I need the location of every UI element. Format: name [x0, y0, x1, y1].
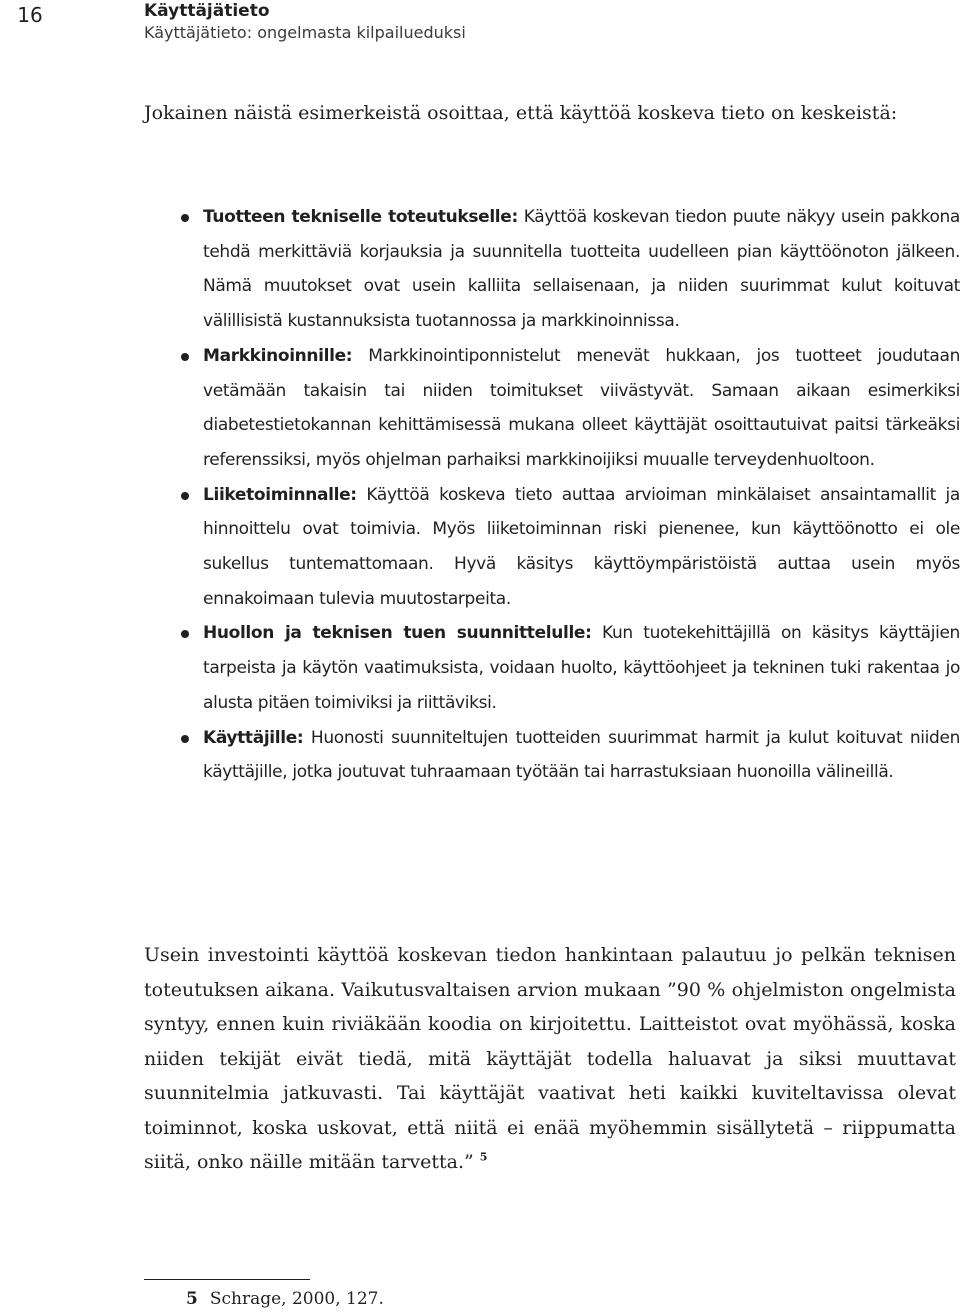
- bullet-term: Huollon ja teknisen tuen suunnittelulle:: [203, 623, 592, 644]
- bullet-icon: [181, 735, 189, 743]
- bullet-term: Markkinoinnille:: [203, 345, 353, 366]
- running-head-subtitle: Käyttäjätieto: ongelmasta kilpailueduksi: [144, 23, 466, 42]
- list-item: [180, 721, 960, 790]
- bullet-term: Tuotteen tekniselle toteutukselle:: [203, 207, 518, 227]
- page-number: 16: [17, 3, 43, 27]
- list-item: [180, 478, 960, 617]
- bullet-icon: [181, 353, 189, 361]
- bullet-icon: [181, 214, 189, 222]
- bullet-text: Kun tuotekehittäjillä on käsitys käyttäjien tarpeista ja käytön vaatimuksista, voidaan huolto, käyttöohjeet ja tekninen tuki rakentaa jo alusta pitäen toimiviksi ja riittäviksi.: [203, 623, 960, 713]
- conclusion-paragraph: [144, 938, 956, 1180]
- intro-paragraph: Jokainen näistä esimerkeistä osoittaa, että käyttöä koskeva tieto on keskeistä:: [144, 102, 898, 124]
- bullet-text: Huonosti suunniteltujen tuotteiden suurimmat harmit ja kulut koituvat niiden käyttäjille, jotka joutuvat tuhraamaan työtään tai harrastuksiaan huonoilla välineillä.: [203, 727, 960, 783]
- bullet-text: Käyttöä koskevan tiedon puute näkyy usein pakkona tehdä merkittäviä korjauksia ja suunnitella tuotteita uudelleen pian käyttöönoton jälkeen. Nämä muutokset ovat usein kalliita sellaisenaan, ja niiden suurimmat kulut koituvat välillisistä kustannuksista tuotannossa ja markkinoinnissa.: [203, 207, 960, 332]
- running-head-title: Käyttäjätieto: [144, 1, 270, 21]
- bullet-text: Markkinointiponnistelut menevät hukkaan, jos tuotteet joudutaan vetämään takaisin tai niiden toimitukset viivästyvät. Samaan aikaan esimerkiksi diabetestietokannan kehittämisessä mukana olleet käyttäjät osoittautuivat paitsi tärkeäksi referenssiksi, myös ohjelman parhaiksi markkinoijiksi muualle terveydenhuoltoon.: [203, 345, 960, 470]
- footnote: [186, 1287, 384, 1311]
- bullet-text: Käyttöä koskeva tieto auttaa arvioiman minkälaiset ansaintamallit ja hinnoittelu ovat toimivia. Myös liiketoiminnan riski pienenee, kun käyttöönotto ei ole sukellus tuntemattomaan. Hyvä käsitys käyttöympäristöistä auttaa usein myös ennakoimaan tulevia muutostarpeita.: [203, 484, 960, 609]
- list-item: [180, 200, 960, 339]
- footnote-text: Schrage, 2000, 127.: [209, 1289, 384, 1309]
- list-item: [180, 339, 960, 478]
- list-item: [180, 616, 960, 720]
- footnote-reference[interactable]: 5: [479, 1150, 488, 1164]
- bullet-icon: [181, 492, 189, 500]
- bullet-term: Käyttäjille:: [203, 727, 304, 748]
- footnote-divider: [144, 1279, 310, 1280]
- footnote-number: 5: [186, 1289, 198, 1309]
- bullet-term: Liiketoiminnalle:: [203, 484, 357, 505]
- bullet-icon: [181, 630, 189, 638]
- conclusion-text: Usein investointi käyttöä koskevan tiedon hankintaan palautuu jo pelkän teknisen toteutuksen aikana. Vaikutusvaltaisen arvion mukaan ”90 % ohjelmiston ongelmista syntyy, ennen kuin riviäkään koodia on kirjoitettu. Laitteistot ovat myöhässä, koska niiden tekijät eivät tiedä, mitä käyttäjät todella haluavat ja siksi muuttavat suunnitelmia jatkuvasti. Tai käyttäjät vaativat heti kaikki kuviteltavissa olevat toiminnot, koska uskovat, että niitä ei enää myöhemmin sisällytetä – riippumatta siitä, onko näille mitään tarvetta.”: [144, 944, 956, 1173]
- running-head: [144, 0, 466, 44]
- bullet-list: [180, 200, 960, 790]
